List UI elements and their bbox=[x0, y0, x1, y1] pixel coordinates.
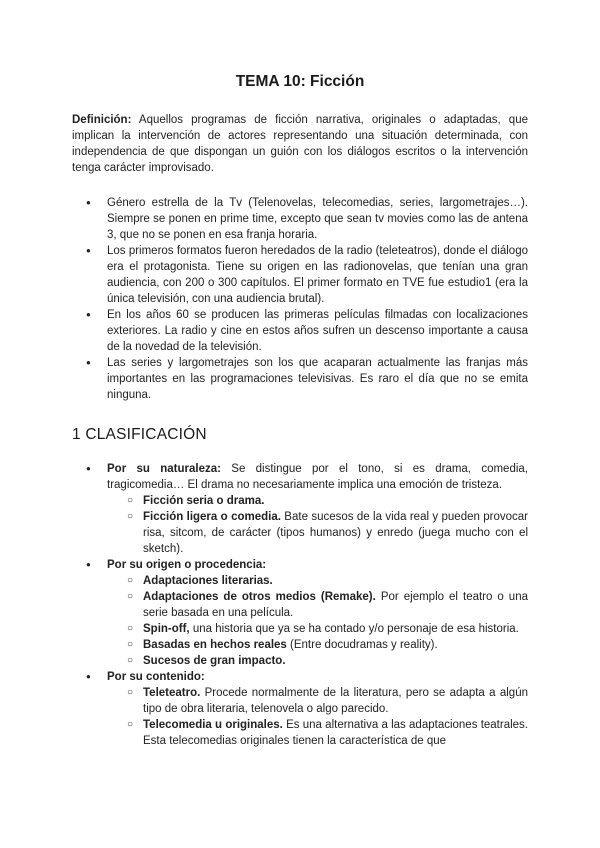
category-label: Por su naturaleza: bbox=[107, 463, 221, 475]
classification-contenido bbox=[72, 669, 528, 749]
list-item bbox=[107, 717, 528, 749]
list-item bbox=[107, 637, 528, 653]
item-label: Teleteatro. bbox=[143, 687, 201, 699]
item-text: (Entre docudramas y reality). bbox=[286, 639, 438, 651]
item-text: Por ejemplo el teatro o una serie basada en una película. bbox=[143, 591, 528, 619]
item-label: Adaptaciones literarias. bbox=[143, 575, 273, 587]
list-item: ● Género estrella de la Tv (Telenovelas, telecomedias, series, largometrajes…). Siempre se ponen en prime time, excepto que sean tv movies como las de antena 3, que no se ponen en esa franja horaria. bbox=[72, 195, 528, 243]
item-label: Ficción seria o drama. bbox=[143, 495, 265, 507]
category-text: Se distingue por el tono, si es drama, comedia, tragicomedia… El drama no necesariamente implica una emoción de tristeza. bbox=[107, 463, 528, 491]
list-item bbox=[107, 589, 528, 621]
classification-origen bbox=[72, 557, 528, 669]
item-text: Bate sucesos de la vida real y pueden provocar risa, sitcom, de carácter (tipos humanos) y enredo (juega mucho con el sketch). bbox=[143, 511, 529, 555]
item-label: Basadas en hechos reales bbox=[143, 639, 287, 651]
list-item: ● Las series y largometrajes son los que acaparan actualmente las franjas más importantes en las programaciones televisivas. Es raro el día que no se emita ninguna. bbox=[72, 355, 528, 403]
item-label: Sucesos de gran impacto. bbox=[143, 655, 286, 667]
item-text: una historia que ya se ha contado y/o personaje de esa historia. bbox=[189, 623, 519, 635]
list-item bbox=[107, 573, 528, 589]
definition-label: Definición: bbox=[72, 114, 132, 126]
item-label: Ficción ligera o comedia. bbox=[143, 511, 281, 523]
sub-list bbox=[107, 685, 528, 749]
list-item bbox=[107, 493, 528, 509]
sub-list bbox=[107, 493, 528, 557]
item-label: Adaptaciones de otros medios (Remake). bbox=[143, 591, 376, 603]
item-text: Procede normalmente de la literatura, pero se adapta a algún tipo de obra literaria, telenovela o algo parecido. bbox=[143, 687, 528, 715]
sub-list bbox=[107, 573, 528, 669]
list-item bbox=[107, 621, 528, 637]
item-label: Telecomedia u originales. bbox=[143, 719, 283, 731]
list-item: ● Los primeros formatos fueron heredados de la radio (teleteatros), donde el diálogo era el protagonista. Tiene su origen en las radionovelas, que tenían una gran audiencia, con 200 o 300 capítulos. El primer formato en TVE fue estudio1 (era la única televisión, con una audiencia brutal). bbox=[72, 243, 528, 307]
item-label: Spin-off, bbox=[143, 623, 190, 635]
definition-paragraph bbox=[72, 112, 528, 176]
intro-bullet-list bbox=[72, 195, 528, 403]
category-label: Por su origen o procedencia: bbox=[107, 559, 267, 571]
classification-list bbox=[72, 461, 528, 749]
list-item bbox=[107, 685, 528, 717]
item-text: Es una alternativa a las adaptaciones teatrales. Esta telecomedias originales tienen la característica de que bbox=[143, 719, 528, 747]
list-item bbox=[107, 653, 528, 669]
list-item bbox=[107, 509, 528, 557]
section-heading: 1 CLASIFICACIÓN bbox=[72, 426, 207, 443]
definition-text: Aquellos programas de ficción narrativa, originales o adaptadas, que implican la intervención de actores representando una situación determinada, con independencia de que dispongan un guión con los diálogos escritos o la intervención tenga carácter improvisado. bbox=[72, 114, 528, 174]
category-label: Por su contenido: bbox=[107, 671, 205, 683]
list-item: ● En los años 60 se producen las primeras películas filmadas con localizaciones exteriores. La radio y cine en estos años sufren un descenso importante a causa de la novedad de la televisión. bbox=[72, 307, 528, 355]
page-title: TEMA 10: Ficción bbox=[235, 73, 365, 90]
classification-naturaleza bbox=[72, 461, 528, 557]
